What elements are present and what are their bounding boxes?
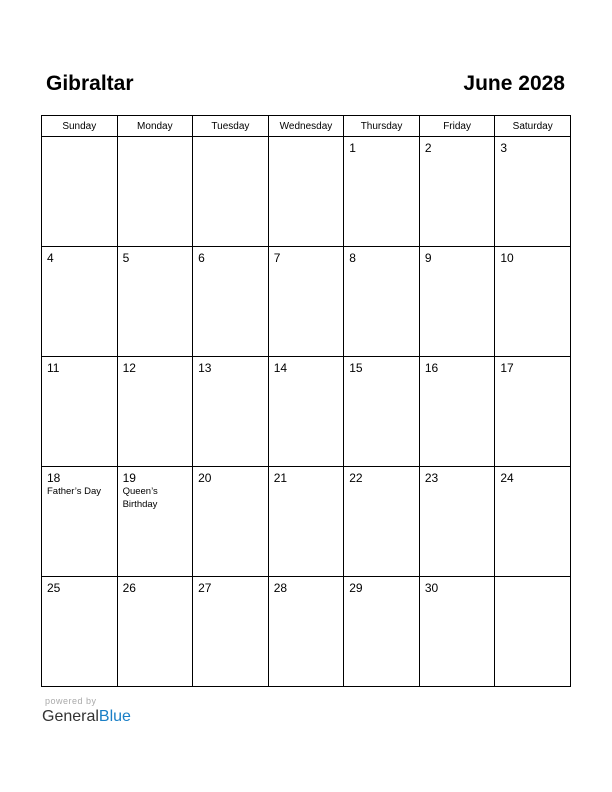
day-number: 3: [500, 141, 508, 155]
day-cell: [268, 357, 344, 467]
day-cell: [344, 137, 420, 247]
powered-by-text: powered by: [45, 696, 97, 706]
day-number: 22: [349, 471, 363, 485]
day-cell: [268, 247, 344, 357]
day-cell: [344, 577, 420, 687]
day-event: Queen’s Birthday: [122, 486, 158, 510]
day-cell: [193, 357, 269, 467]
day-number: 26: [122, 581, 136, 595]
generalblue-logo[interactable]: [42, 707, 131, 727]
day-cell: [193, 247, 269, 357]
week-row-5: [42, 577, 571, 687]
day-cell: [419, 137, 495, 247]
day-number: 24: [500, 471, 514, 485]
day-cell: [344, 247, 420, 357]
day-number: 16: [424, 361, 439, 375]
month-year-title: June 2028: [463, 72, 565, 95]
day-number: 9: [424, 251, 432, 265]
day-event: Father’s Day: [47, 486, 102, 497]
day-number: 20: [198, 471, 212, 485]
day-cell: [117, 577, 193, 687]
day-number: 18: [47, 471, 61, 485]
day-number: 1: [349, 141, 356, 155]
day-cell: [42, 137, 118, 247]
footer-branding: [42, 696, 131, 727]
day-cell: [419, 247, 495, 357]
day-number: [269, 137, 344, 141]
day-cell: [419, 357, 495, 467]
day-cell: [268, 577, 344, 687]
day-number: 11: [47, 361, 60, 375]
day-number: 2: [424, 141, 432, 155]
day-number: 8: [349, 251, 356, 265]
day-number: 23: [424, 471, 439, 485]
day-cell: [193, 137, 269, 247]
day-number: 28: [273, 581, 288, 595]
day-cell: [117, 467, 193, 577]
day-number: 27: [198, 581, 212, 595]
day-number: 14: [273, 361, 288, 375]
day-number: 13: [198, 361, 212, 375]
day-cell: [344, 467, 420, 577]
brand-blue: Blue: [98, 708, 131, 725]
day-cell: [117, 247, 193, 357]
week-row-3: [42, 357, 571, 467]
day-cell: [495, 577, 571, 687]
day-number: 7: [273, 251, 281, 265]
day-number: 25: [47, 581, 61, 595]
day-cell: [42, 577, 118, 687]
day-number: 10: [500, 251, 514, 265]
week-row-1: [42, 137, 571, 247]
day-cell: [117, 137, 193, 247]
day-number: 6: [198, 251, 205, 265]
day-number: 5: [122, 251, 130, 265]
week-row-2: [42, 247, 571, 357]
day-number: 4: [47, 251, 54, 265]
weekday-sunday: Sunday: [42, 116, 118, 137]
day-number: 19: [122, 471, 136, 485]
brand-general: General: [42, 708, 99, 725]
day-cell: [419, 577, 495, 687]
day-cell: [193, 467, 269, 577]
day-cell: [42, 467, 118, 577]
day-number: [118, 137, 193, 141]
week-row-4: [42, 467, 571, 577]
day-cell: [495, 137, 571, 247]
day-number: 29: [349, 581, 363, 595]
day-number: 30: [424, 581, 439, 595]
day-number: [495, 577, 570, 581]
weekday-wednesday: Wednesday: [268, 116, 344, 137]
weekday-tuesday: Tuesday: [193, 116, 269, 137]
weekday-saturday: Saturday: [495, 116, 571, 137]
day-cell: [268, 137, 344, 247]
day-number: [42, 137, 117, 141]
day-cell: [344, 357, 420, 467]
country-title: Gibraltar: [46, 72, 134, 95]
day-number: 15: [349, 361, 363, 375]
weekday-monday: Monday: [117, 116, 193, 137]
day-cell: [117, 357, 193, 467]
day-number: 12: [122, 361, 136, 375]
day-number: 17: [500, 361, 514, 375]
weekday-friday: Friday: [419, 116, 495, 137]
day-cell: [193, 577, 269, 687]
day-cell: [495, 467, 571, 577]
day-cell: [419, 467, 495, 577]
day-number: [193, 137, 268, 141]
day-number: 21: [273, 471, 288, 485]
day-cell: [42, 357, 118, 467]
weekday-thursday: Thursday: [344, 116, 420, 137]
day-cell: [42, 247, 118, 357]
day-cell: [495, 247, 571, 357]
calendar-grid: [41, 115, 571, 687]
weekday-header-row: [42, 116, 571, 137]
day-cell: [268, 467, 344, 577]
day-cell: [495, 357, 571, 467]
